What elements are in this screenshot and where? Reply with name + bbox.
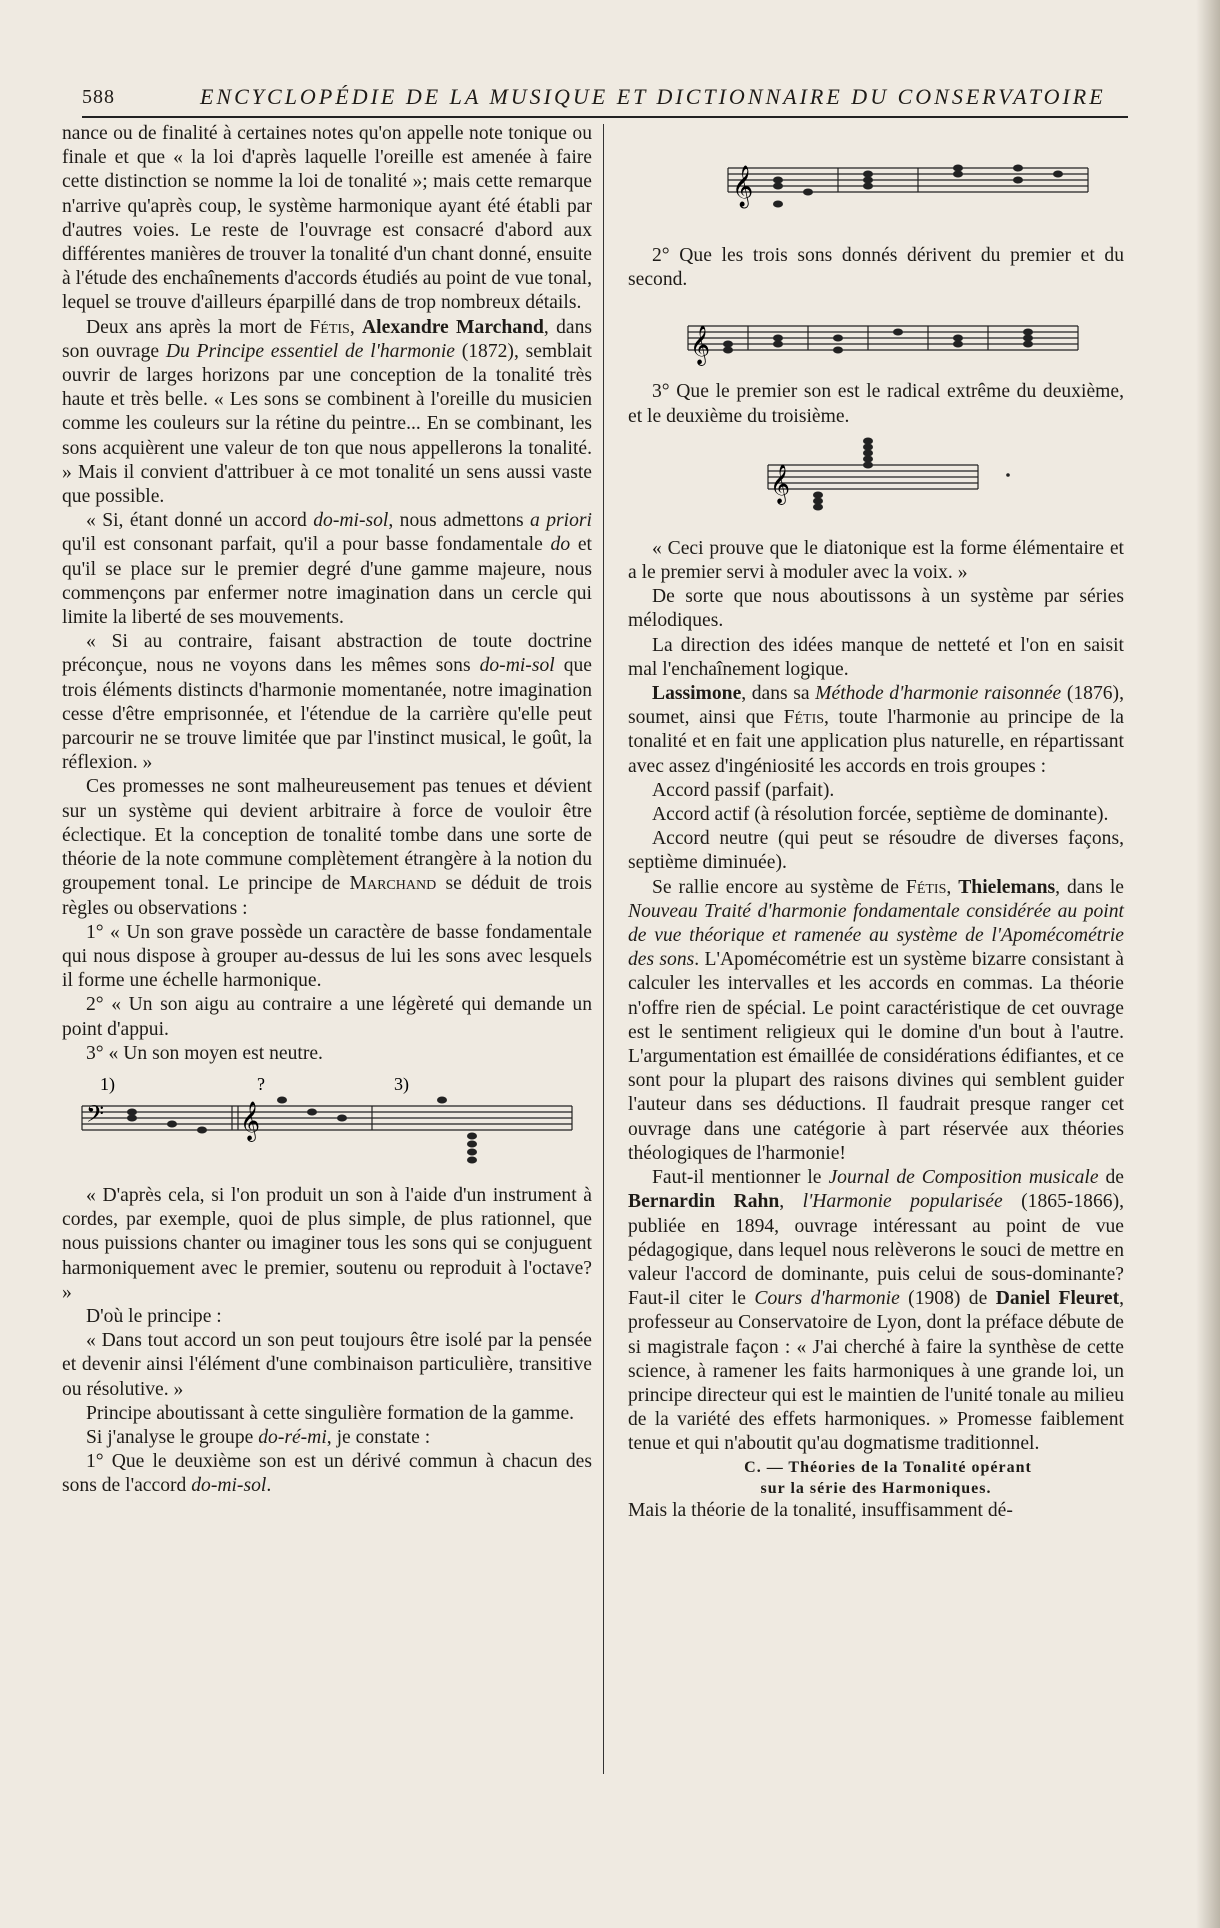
page-edge-shadow	[1196, 0, 1220, 1928]
text-italic: a priori	[530, 510, 592, 532]
text: ,	[779, 1191, 803, 1213]
text: Faut-il mentionner le	[652, 1167, 829, 1189]
text: , professeur au Conservatoire de Lyon, dont la préface débute de si magistrale façon : « J'ai cherché à faire la synthèse de cette science, à ramener les faits harmoniques à une grande loi, un principe directeur qui est le maintien de l'unité tonale au milieu de la variété des effets harmoniques. » Promesse faiblement tenue et qui n'aboutit qu'au dogmatisme traditionnel.	[628, 1288, 1125, 1455]
page-header	[82, 82, 1132, 116]
text: (1908) de	[899, 1288, 996, 1310]
author-name: Fétis	[783, 707, 825, 729]
work-title: Nouveau Traité d'harmonie fondamentale considérée au point de vue théorique et ramenée au système de l'Apomécométrie des sons	[628, 900, 1124, 971]
column-divider	[603, 124, 604, 1774]
section-heading-line: C. — Théories de la Tonalité opérant	[744, 1458, 1032, 1476]
paragraph: 3° Que le premier son est le radical extrême du deuxième, et le deuxième du troisième.	[628, 381, 1124, 427]
text: et qu'il se place sur le premier degré d'une gamme majeure, nous commençons par enfermer notre imagination dans un cercle qui limite la liberté de ses mouvements.	[62, 534, 592, 629]
text: que trois éléments distincts d'harmonie momentanée, notre imagination cesse d'être emprisonnée, et l'étendue de la carrière qu'elle peut parcourir ne se trouve limitée que par l'instinct musical, le goût, la réflexion. »	[62, 655, 592, 774]
work-title: Cours d'harmonie	[754, 1288, 900, 1310]
staff-lines	[768, 465, 978, 489]
paragraph: 3° « Un son moyen est neutre.	[86, 1042, 323, 1064]
author-name: Fétis	[309, 316, 350, 338]
notes	[813, 437, 1010, 510]
paragraph: 1° « Un son grave possède un caractère de basse fondamentale qui nous dispose à grouper au-dessus de lui les sons avec lesquels il forme une échelle harmonique.	[62, 921, 592, 992]
left-column	[62, 122, 592, 1499]
staff-lines	[82, 1106, 572, 1130]
paragraph: D'où le principe :	[86, 1305, 222, 1327]
author-name: Thielemans	[958, 876, 1056, 898]
text: , je constate :	[326, 1426, 431, 1448]
text: . L'Apomécométrie est un système bizarre consistant à calculer les intervalles et les accords en commas. La théorie n'offre rien de spécial. Le point caractéristique de cet ouvrage est le sentiment religieux qui le domine d'un bout à l'autre. L'argumentation est émaillée de considérations édifiantes, et ce sont pour la plupart des raisons divines qui semblent guider l'auteur dans ses déductions. Il faudrait presque ranger cet ouvrage dans une catégorie à part réservée aux théories théologiques de l'harmonie!	[628, 949, 1124, 1164]
text: , nous admettons	[388, 510, 531, 532]
text: 1° Que le deuxième son est un dérivé commun à chacun des sons de l'accord	[62, 1451, 592, 1497]
staff-lines	[688, 326, 1078, 350]
work-title: Journal de Composition musicale	[828, 1167, 1099, 1189]
paragraph	[62, 630, 592, 775]
text: (1876), soumet, ainsi que	[628, 683, 1124, 729]
text: (1865-1866), publiée en 1894, ouvrage intéressant au point de vue pédagogique, dans lequel nous relèverons le souci de mettre en valeur l'accord de dominante, puis celui de sous-dominante? Faut-il citer le	[628, 1191, 1125, 1310]
paragraph	[62, 509, 592, 630]
treble-clef-icon: 𝄞	[690, 327, 711, 365]
example-label: ?	[257, 1073, 265, 1094]
paragraph: Accord neutre (qui peut se résoudre de diverses façons, septième diminuée).	[628, 828, 1124, 874]
text: , dans le	[1055, 876, 1124, 898]
running-title: ENCYCLOPÉDIE DE LA MUSIQUE ET DICTIONNAIRE DU CONSERVATOIRE	[200, 84, 1106, 109]
chord-name: do-mi-sol	[479, 655, 555, 677]
chord-name: do-ré-mi	[258, 1426, 327, 1448]
paragraph: Principe aboutissant à cette singulière formation de la gamme.	[86, 1402, 575, 1424]
chord-name: do-mi-sol	[191, 1475, 267, 1497]
section-heading-line: sur la série des Harmoniques.	[760, 1479, 992, 1497]
paragraph: Mais la théorie de la tonalité, insuffisamment dé-	[628, 1499, 1013, 1521]
note-name: do	[550, 534, 571, 556]
text: de	[1098, 1167, 1124, 1189]
paragraph: La direction des idées manque de netteté et l'on en saisit mal l'enchaînement logique.	[628, 634, 1124, 680]
paragraph: nance ou de finalité à certaines notes qu'on appelle note tonique ou finale et que « la loi d'après laquelle l'oreille est amenée à faire cette distinction se nomme la loi de tonalité »; mais cette remarque n'arrive qu'après coup, le système harmonique ayant été établi par d'autres voies. Le reste de l'ouvrage est consacré d'abord aux différentes manières de trouver la tonalité d'un chant donné, ensuite à l'étude des enchaînements d'accords étudiés au point de vue tonal, lequel se trouve d'ailleurs éparpillé dans de trop nombreux détails.	[62, 123, 592, 314]
text: , dans sa	[741, 683, 816, 705]
text: Ces promesses ne sont malheureusement pas tenues et dévient sur un système qui devient arbitraire à force de vouloir être éclectique. Et la conception de tonalité tombe dans une sorte de théorie de la note commune complètement étrangère à la notion du groupement tonal. Le principe de	[62, 776, 592, 895]
paragraph: « Ceci prouve que le diatonique est la forme élémentaire et a le premier servi à moduler avec la voix. »	[628, 537, 1124, 584]
paragraph: Accord passif (parfait).	[652, 779, 835, 801]
author-name: Lassimone	[652, 683, 742, 705]
paragraph: « D'après cela, si l'on produit un son à l'aide d'un instrument à cordes, par exemple, quoi de plus simple, de plus rationnel, que nous puissions chanter ou imaginer tous les sons qui se conjuguent harmoniquement avec le premier, soutenu ou reproduit à l'octave? »	[62, 1184, 592, 1303]
header-rule	[82, 116, 1128, 118]
music-example-3	[678, 298, 1088, 374]
paragraph	[62, 775, 592, 920]
paragraph	[628, 682, 1124, 779]
paragraph	[62, 1450, 592, 1498]
paragraph: 2° Que les trois sons donnés dérivent du premier et du second.	[628, 245, 1124, 291]
author-name: Daniel Fleuret	[995, 1288, 1120, 1310]
text: , dans son ouvrage	[62, 316, 592, 362]
text: .	[266, 1475, 272, 1497]
text: qu'il est consonant parfait, qu'il a pour basse fondamentale	[62, 534, 551, 556]
text: « Si, étant donné un accord	[86, 510, 314, 532]
paragraph: « Dans tout accord un son peut toujours être isolé par la pensée et devenir ainsi l'élément d'une combinaison particulière, transitive ou résolutive. »	[62, 1330, 592, 1400]
text: (1872), semblait ouvrir de larges horizons par une conception de la tonalité très haute et très belle. « Les sons se combinent à l'oreille du musicien comme les couleurs sur la rétine du peintre... En se combinant, les sons acquièrent une valeur de ton que nous appellerons la tonalité. » Mais il convient d'attribuer à ce mot tonalité un sens aussi vaste que possible.	[62, 340, 592, 508]
music-example-4	[758, 435, 1018, 531]
paragraph: De sorte que nous aboutissons à un système par séries mélodiques.	[628, 586, 1124, 632]
text: , toute l'harmonie au principe de la tonalité et en fait une application plus naturelle, en répartissant avec assez d'ingéniosité les accords en trois groupes :	[628, 707, 1124, 777]
text: Si j'analyse le groupe	[86, 1426, 259, 1448]
paragraph: Accord actif (à résolution forcée, septième de dominante).	[652, 804, 1109, 826]
work-title: Du Principe essentiel de l'harmonie	[165, 340, 455, 362]
example-label: 3)	[394, 1073, 409, 1094]
paragraph	[62, 316, 592, 510]
work-title: l'Harmonie popularisée	[802, 1191, 1003, 1213]
author-name: Marchand	[349, 873, 437, 895]
work-title: Méthode d'harmonie raisonnée	[815, 683, 1062, 705]
text: Deux ans après la mort de	[86, 316, 310, 338]
right-column	[628, 122, 1124, 1523]
music-example-1	[62, 1072, 582, 1178]
chord-name: do-mi-sol	[313, 510, 389, 532]
author-name: Fétis	[905, 876, 947, 898]
paragraph	[628, 1166, 1124, 1456]
text: « Si au contraire, faisant abstraction de toute doctrine préconçue, nous ne voyons dans les mêmes sons	[62, 631, 592, 677]
page-number: 588	[82, 86, 115, 108]
paragraph: 2° « Un son aigu au contraire a une légèreté qui demande un point d'appui.	[62, 994, 592, 1040]
paragraph	[628, 876, 1124, 1166]
text: ,	[349, 316, 363, 338]
bass-clef-icon: 𝄢	[86, 1101, 105, 1133]
author-name: Bernardin Rahn	[628, 1191, 780, 1213]
treble-clef-icon: 𝄞	[732, 166, 754, 206]
music-example-2	[718, 128, 1098, 238]
paragraph	[62, 1426, 592, 1450]
text: ,	[946, 876, 959, 898]
text: Se rallie encore au système de	[652, 876, 906, 898]
text: se déduit de trois règles ou observations :	[62, 873, 593, 919]
section-heading	[628, 1457, 1124, 1499]
example-label: 1)	[100, 1073, 115, 1094]
treble-clef-icon: 𝄞	[240, 1102, 261, 1140]
author-name: Alexandre Marchand	[362, 316, 544, 338]
treble-clef-icon: 𝄞	[770, 465, 791, 503]
